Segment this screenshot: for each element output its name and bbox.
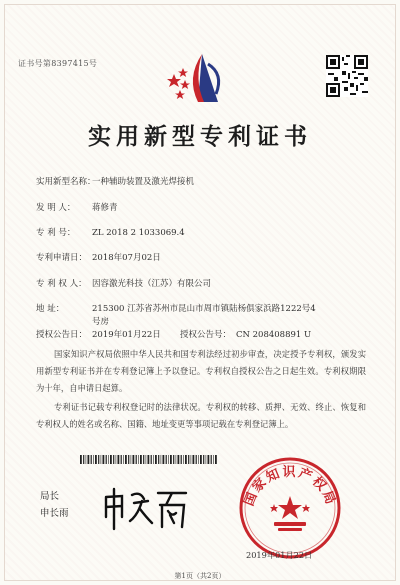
- seal-text: 国家知识产权局: [241, 465, 339, 509]
- field-value: 因容激光科技（江苏）有限公司: [92, 279, 212, 289]
- cnipa-logo-icon: [158, 50, 240, 110]
- field-label: 授权公告日：: [36, 330, 88, 340]
- director-name: 申长雨: [40, 508, 69, 519]
- field-label: 专利申请日：: [36, 253, 88, 263]
- field-value: ZL 2018 2 1033069.4: [92, 228, 185, 238]
- field-value: 2019年01月22日: [92, 330, 161, 340]
- certificate-number: 证书号第8397415号: [18, 59, 98, 68]
- seal-date: 2019年01月22日: [246, 550, 313, 560]
- field-label: 地 址：: [36, 304, 65, 314]
- barcode-icon: [80, 455, 220, 464]
- field-value: 一种辅助装置及激光焊接机: [92, 177, 195, 187]
- field-value: 蒋修青: [92, 203, 118, 213]
- legal-paragraph-2: 专利证书记载专利权登记时的法律状况。专利权的转移、质押、无效、终止、恢复和专利权人的姓名或名称、国籍、地址变更等事项记载在专利登记簿上。: [36, 402, 366, 429]
- field-value-continued: 号房: [92, 317, 110, 327]
- director-title: 局长: [40, 491, 60, 502]
- qr-code-icon: [326, 55, 368, 97]
- field-value: 2018年07月02日: [92, 253, 161, 263]
- field-label: 实用新型名称：: [36, 177, 96, 187]
- field-label: 专 利 号：: [36, 228, 76, 238]
- legal-paragraph-1: 国家知识产权局依照中华人民共和国专利法经过初步审查，决定授予专利权，颁发实用新型专利证书并在专利登记簿上予以登记。专利权自授权公告之日起生效。专利权期限为十年，自申请日起算。: [36, 349, 366, 393]
- director-signature: [100, 487, 190, 531]
- field-value-pub-number: CN 208408891 U: [236, 330, 312, 340]
- field-label: 专 利 权 人：: [36, 279, 87, 289]
- official-seal: [238, 456, 342, 560]
- certificate-title: 实用新型专利证书: [88, 123, 312, 150]
- field-label: 发 明 人：: [36, 203, 76, 213]
- page-number: 第1页（共2页）: [174, 572, 226, 580]
- field-label-pub-number: 授权公告号：: [180, 330, 232, 340]
- field-value: 215300 江苏省苏州市昆山市周市镇陆杨俱家浜路1222号4: [92, 304, 316, 314]
